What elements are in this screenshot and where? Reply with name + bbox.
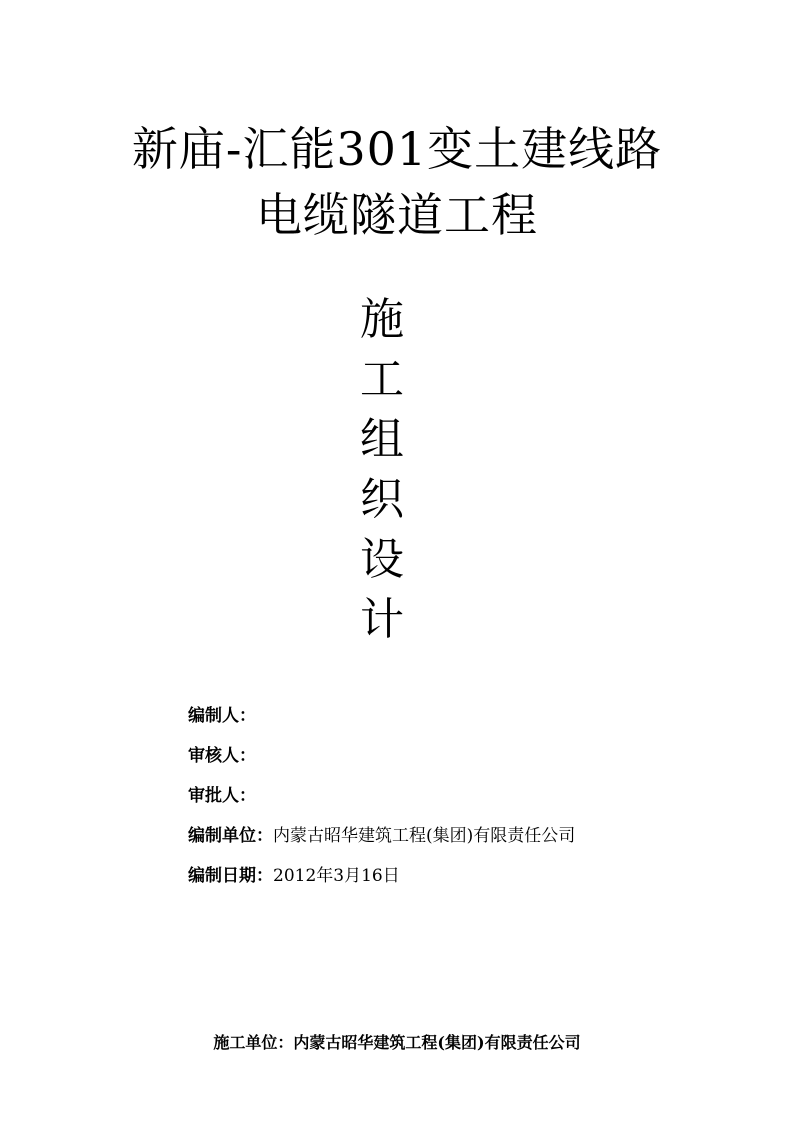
document-info-block (188, 706, 575, 906)
approver-row (188, 786, 575, 806)
footer-label: 施工单位： (213, 1033, 294, 1052)
construction-unit-footer (0, 1032, 794, 1054)
document-type-char: 计 (360, 594, 404, 645)
date-value: 2012年3月16日 (273, 866, 400, 886)
document-type-char: 织 (360, 474, 404, 525)
approver-label: 审批人： (188, 786, 256, 806)
date-row (188, 866, 575, 886)
editor-row (188, 706, 575, 726)
document-title-line-2: 电缆隧道工程 (256, 188, 538, 242)
document-type-char: 组 (360, 414, 404, 465)
unit-label: 编制单位： (188, 826, 273, 846)
document-title-line-1: 新庙-汇能301变土建线路 (131, 122, 663, 176)
unit-value: 内蒙古昭华建筑工程(集团)有限责任公司 (273, 826, 576, 846)
document-type-char: 设 (360, 534, 404, 585)
unit-row (188, 826, 575, 846)
date-label: 编制日期： (188, 866, 273, 886)
document-type-vertical (352, 290, 412, 650)
reviewer-label: 审核人： (188, 746, 256, 766)
footer-value: 内蒙古昭华建筑工程(集团)有限责任公司 (293, 1033, 581, 1052)
reviewer-row (188, 746, 575, 766)
document-type-char: 施 (360, 294, 404, 345)
document-type-char: 工 (360, 354, 404, 405)
editor-label: 编制人： (188, 706, 256, 726)
